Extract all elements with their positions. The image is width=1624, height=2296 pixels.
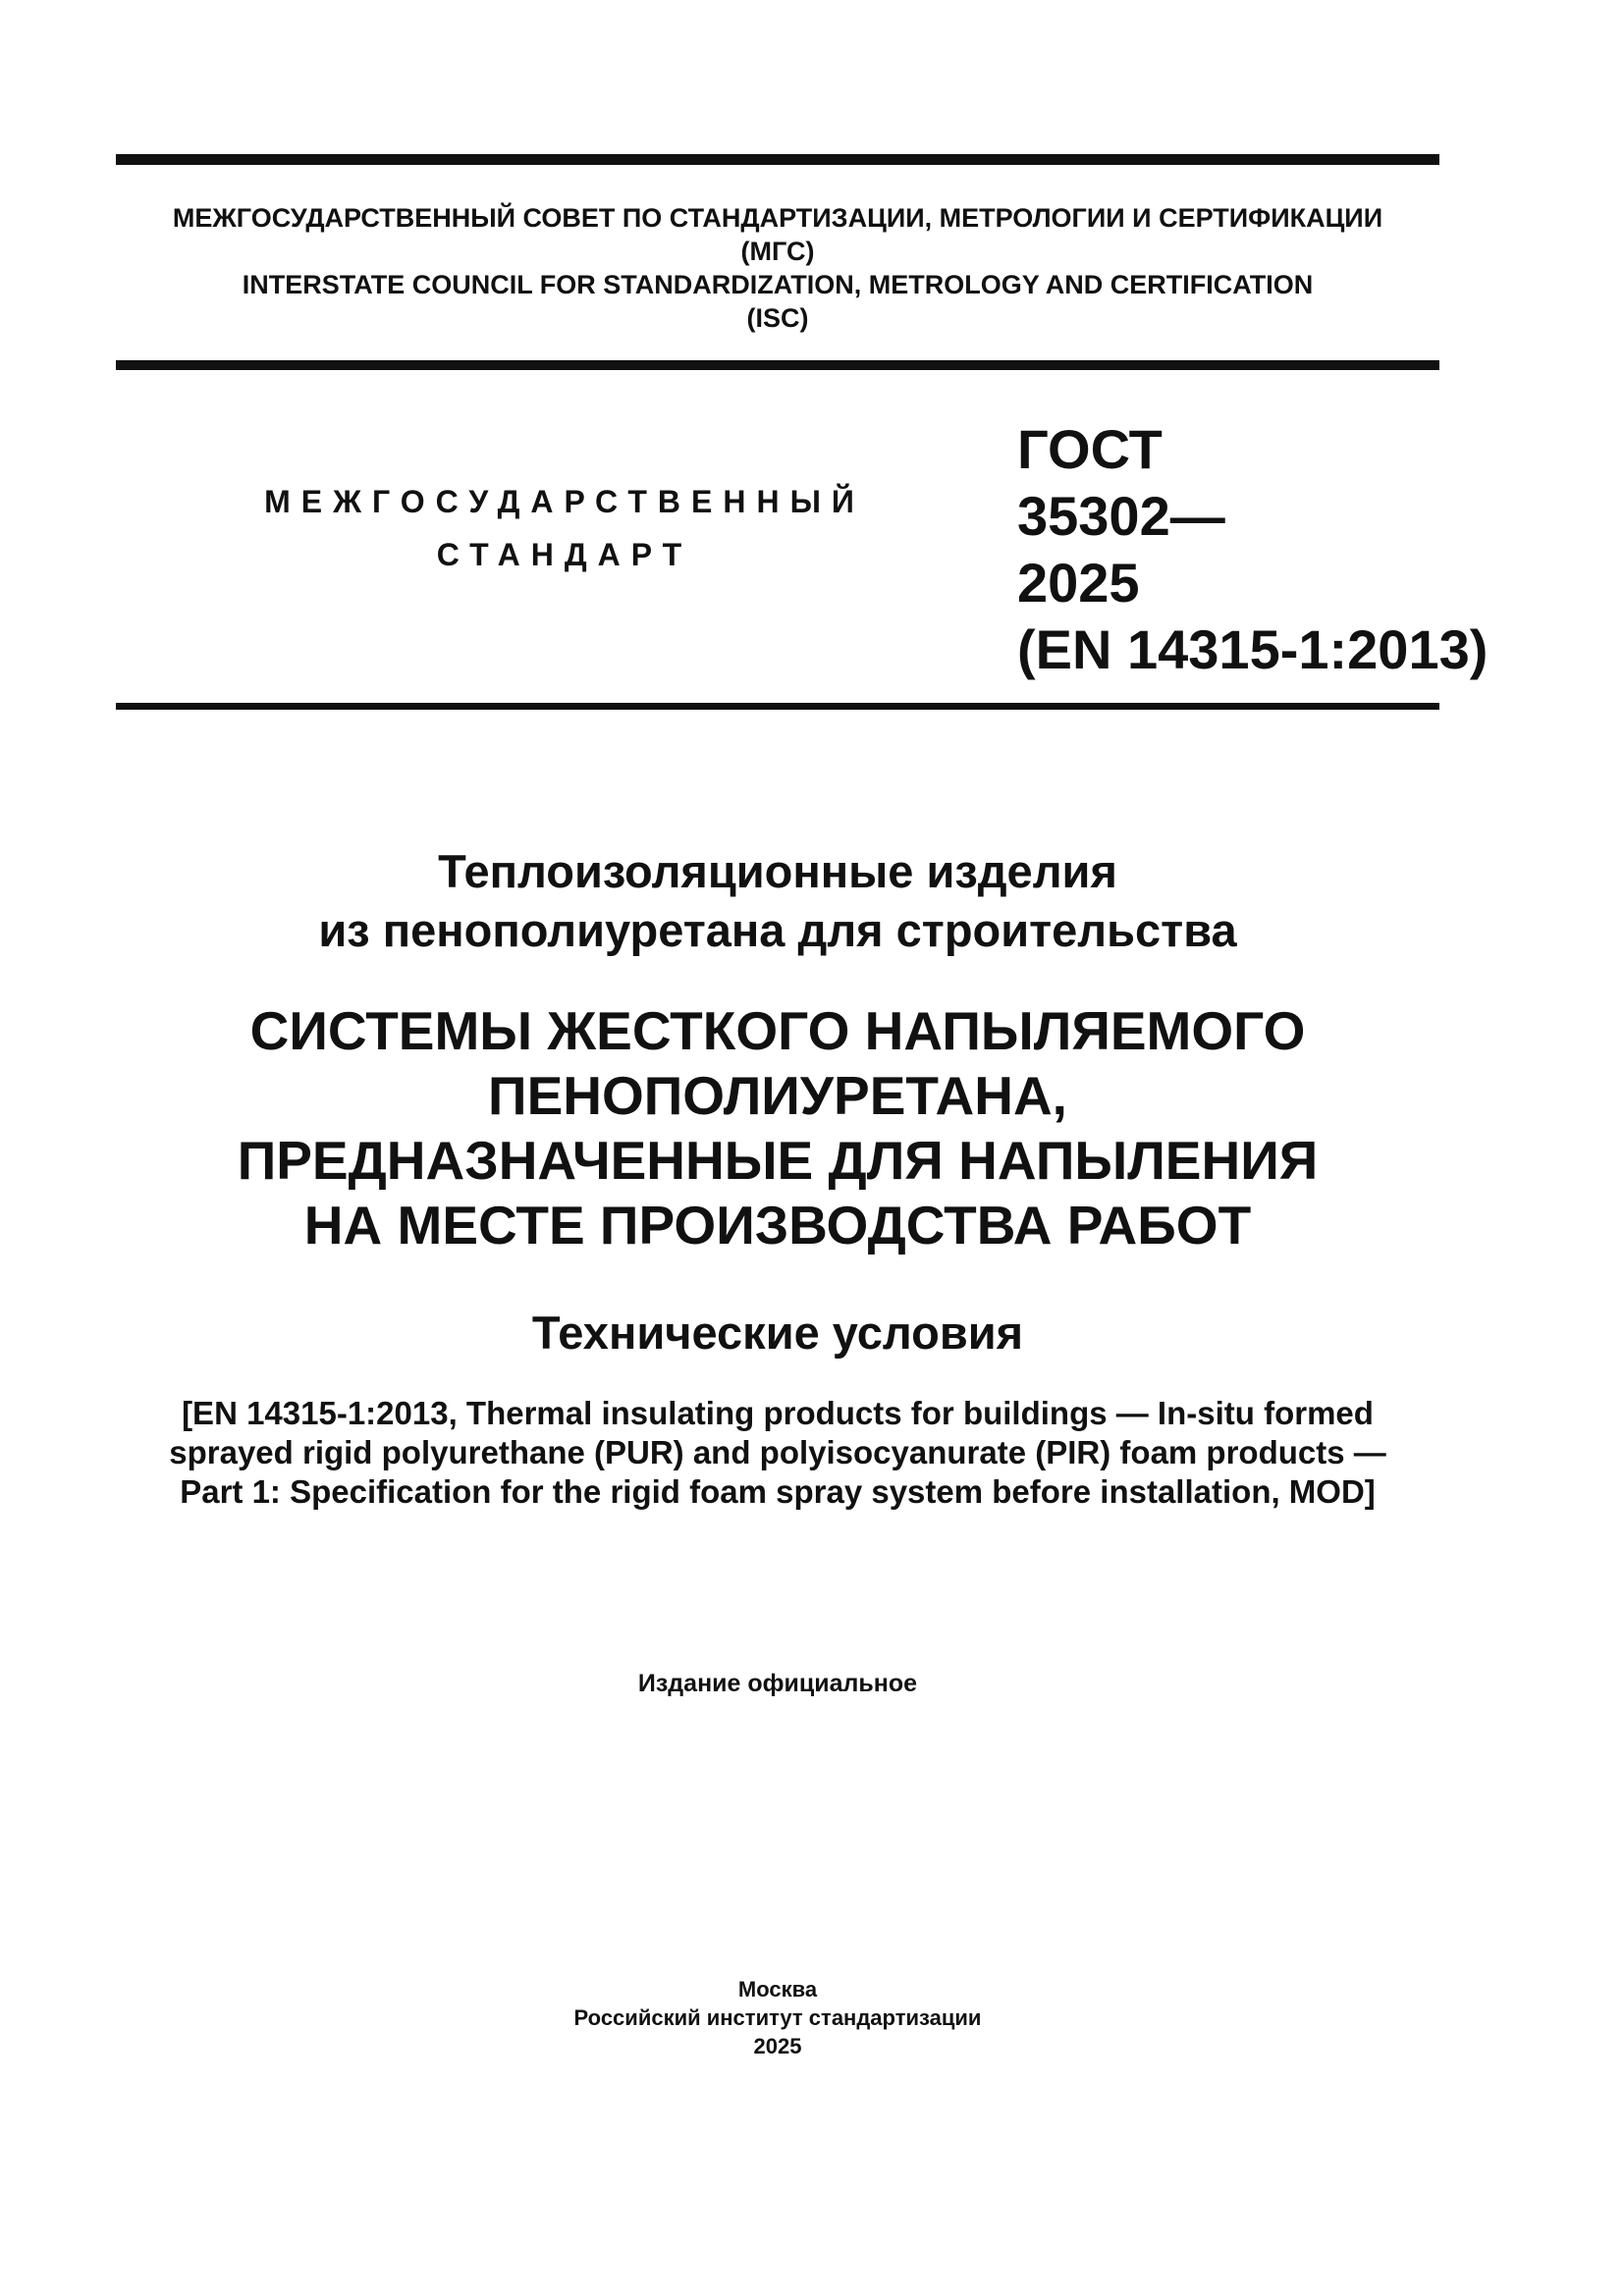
imprint-year: 2025	[753, 2034, 802, 2058]
edition-label: Издание официальное	[637, 1670, 918, 1697]
council-abbr-ru: (МГС)	[740, 237, 815, 266]
designation-prefix: ГОСТ	[1017, 418, 1163, 480]
title-english-line-3: Part 1: Specification for the rigid foam spray system before installation, MOD]	[180, 1473, 1376, 1510]
designation-number: 35302—	[1017, 485, 1225, 547]
title-main-line-2: ПЕНОПОЛИУРЕТАНА,	[488, 1065, 1067, 1126]
middle-rule	[116, 360, 1439, 370]
imprint-city: Москва	[737, 1977, 818, 2002]
top-rule	[116, 154, 1439, 165]
council-name-ru: МЕЖГОСУДАРСТВЕННЫЙ СОВЕТ ПО СТАНДАРТИЗАЦИИ, МЕТРОЛОГИИ И СЕРТИФИКАЦИИ	[172, 203, 1383, 233]
title-subtitle-text: Технические условия	[531, 1307, 1024, 1359]
council-abbr-en: (ISC)	[746, 303, 809, 333]
designation-year: 2025	[1017, 552, 1140, 614]
designation-reference: (EN 14315-1:2013)	[1017, 618, 1489, 680]
title-english	[116, 1394, 1439, 1512]
bottom-rule	[116, 703, 1439, 710]
standard-designation	[1017, 416, 1489, 683]
standard-kind-line-1: МЕЖГОСУДАРСТВЕННЫЙ	[264, 484, 865, 519]
title-main-line-1: СИСТЕМЫ ЖЕСТКОГО НАПЫЛЯЕМОГО	[249, 1000, 1306, 1061]
title-english-line-1: [EN 14315-1:2013, Thermal insulating products for buildings — In-situ formed	[182, 1395, 1374, 1431]
imprint	[116, 1975, 1439, 2060]
title-group-line-2: из пенополиуретана для строительства	[318, 904, 1237, 956]
title-english-line-2: sprayed rigid polyurethane (PUR) and polyisocyanurate (PIR) foam products —	[169, 1434, 1386, 1470]
title-group	[116, 842, 1439, 960]
council-name-en: INTERSTATE COUNCIL FOR STANDARDIZATION, METROLOGY AND CERTIFICATION	[242, 270, 1314, 299]
title-subtitle	[116, 1304, 1439, 1362]
standard-kind-line-2: СТАНДАРТ	[436, 537, 693, 572]
imprint-publisher: Российский институт стандартизации	[573, 2005, 982, 2030]
standard-kind	[226, 475, 903, 581]
title-main-line-4: НА МЕСТЕ ПРОИЗВОДСТВА РАБОТ	[303, 1195, 1252, 1255]
title-main	[116, 998, 1439, 1257]
title-group-line-1: Теплоизоляционные изделия	[438, 845, 1117, 897]
council-header	[116, 201, 1439, 335]
title-main-line-3: ПРЕДНАЗНАЧЕННЫЕ ДЛЯ НАПЫЛЕНИЯ	[237, 1130, 1319, 1191]
